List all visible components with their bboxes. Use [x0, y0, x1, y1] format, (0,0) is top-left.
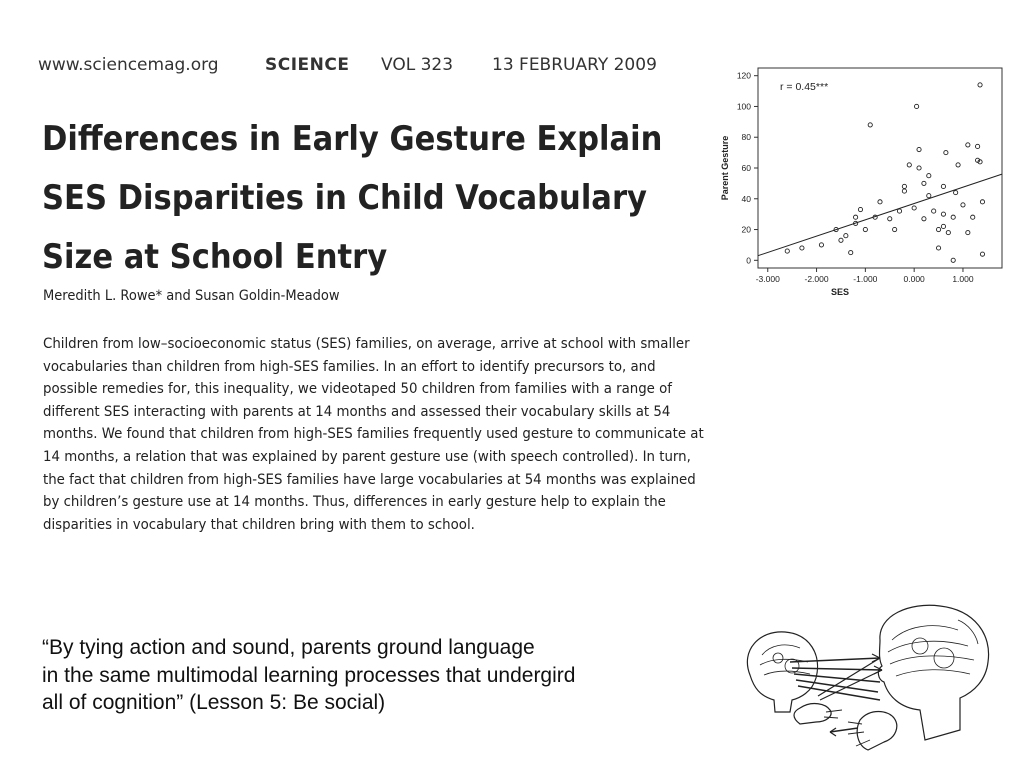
journal-date: 13 FEBRUARY 2009	[492, 55, 657, 75]
abstract-line: Children from low–socioeconomic status (SES) families, on average, arrive at school with smaller	[43, 336, 690, 352]
data-point	[971, 215, 975, 219]
data-point	[785, 249, 789, 253]
journal-name: SCIENCE	[265, 55, 350, 75]
data-point	[966, 143, 970, 147]
data-point	[951, 258, 955, 262]
y-tick-label: 0	[746, 255, 751, 266]
data-point	[944, 151, 948, 155]
data-point	[897, 209, 901, 213]
y-tick-label: 40	[741, 193, 751, 204]
x-tick-label: -1.000	[853, 274, 878, 284]
data-point	[907, 163, 911, 167]
data-point	[917, 166, 921, 170]
title-line: SES Disparities in Child Vocabulary	[42, 178, 647, 218]
y-tick-label: 100	[736, 101, 751, 112]
data-point	[858, 207, 862, 211]
abstract-line: disparities in vocabulary that children bring with them to school.	[43, 516, 475, 533]
regression-line	[758, 174, 1002, 256]
data-point	[888, 217, 892, 221]
quote-line: in the same multimodal learning processes that undergird	[42, 663, 576, 687]
data-point	[927, 194, 931, 198]
abstract-line: by children’s gesture use at 14 months. Thus, differences in early gesture help to explain the	[43, 494, 666, 511]
data-point	[946, 231, 950, 235]
data-point	[941, 184, 945, 188]
data-point	[956, 163, 960, 167]
data-point	[912, 206, 916, 210]
quote-line: all of cognition” (Lesson 5: Be social)	[42, 691, 386, 714]
x-tick-label: 0.000	[903, 274, 925, 284]
journal-volume: VOL 323	[381, 55, 454, 75]
data-point	[844, 234, 848, 238]
title-line: Differences in Early Gesture Explain	[42, 119, 663, 159]
data-point	[927, 174, 931, 178]
y-tick-label: 20	[741, 224, 751, 235]
article-title	[42, 110, 663, 287]
journal-site: www.sciencemag.org	[38, 55, 219, 75]
abstract-line: vocabularies than children from high-SES families. In an effort to identify precursors to, and	[43, 358, 656, 375]
correlation-annotation: r = 0.45***	[780, 81, 829, 93]
data-point	[893, 227, 897, 231]
abstract-line: possible remedies for, this inequality, we videotaped 50 children from families with a range of	[43, 381, 673, 398]
data-point	[980, 200, 984, 204]
pull-quote	[42, 634, 575, 717]
y-axis-label: Parent Gesture	[720, 135, 730, 201]
article-abstract	[43, 333, 704, 536]
data-point	[978, 83, 982, 87]
data-point	[915, 104, 919, 108]
data-point	[954, 191, 958, 195]
data-point	[936, 227, 940, 231]
y-tick-label: 60	[741, 163, 751, 173]
data-point	[902, 184, 906, 188]
data-point	[951, 215, 955, 219]
data-point	[819, 243, 823, 247]
abstract-line: different SES interacting with parents at 14 months and assessed their vocabulary skills at 54	[43, 403, 671, 420]
data-point	[941, 212, 945, 216]
data-point	[863, 227, 867, 231]
plot-frame	[758, 68, 1002, 268]
data-point	[917, 147, 921, 151]
data-point	[868, 123, 872, 127]
data-point	[941, 224, 945, 228]
abstract-line: the fact that children from high-SES families have large vocabularies at 54 months was explained	[43, 471, 696, 488]
title-line: Size at School Entry	[42, 237, 388, 277]
data-point	[932, 209, 936, 213]
data-point	[922, 181, 926, 185]
data-point	[839, 238, 843, 242]
abstract-line: months. We found that children from high-SES families frequently used gesture to communicate at	[43, 426, 704, 443]
x-tick-label: 1.000	[952, 274, 974, 284]
journal-header	[38, 55, 698, 79]
data-point	[922, 217, 926, 221]
data-point	[961, 203, 965, 207]
data-point	[980, 252, 984, 256]
data-point	[976, 144, 980, 148]
x-tick-label: -2.000	[804, 274, 829, 284]
article-authors: Meredith L. Rowe* and Susan Goldin-Meadow	[43, 288, 340, 304]
data-point	[936, 246, 940, 250]
data-point	[902, 189, 906, 193]
y-tick-label: 120	[736, 70, 751, 81]
x-tick-label: -3.000	[755, 274, 780, 284]
x-axis-label: SES	[830, 287, 850, 297]
data-point	[800, 246, 804, 250]
two-people-brain-gesture-illustration	[730, 600, 1015, 760]
data-point	[878, 200, 882, 204]
data-point	[849, 251, 853, 255]
quote-line: “By tying action and sound, parents ground language	[42, 636, 535, 659]
y-tick-label: 80	[741, 132, 751, 143]
scatter-chart	[716, 60, 1016, 310]
data-point	[966, 231, 970, 235]
abstract-line: 14 months, a relation that was explained by parent gesture use (with speech controlled). In turn,	[43, 448, 691, 465]
data-point	[854, 215, 858, 219]
